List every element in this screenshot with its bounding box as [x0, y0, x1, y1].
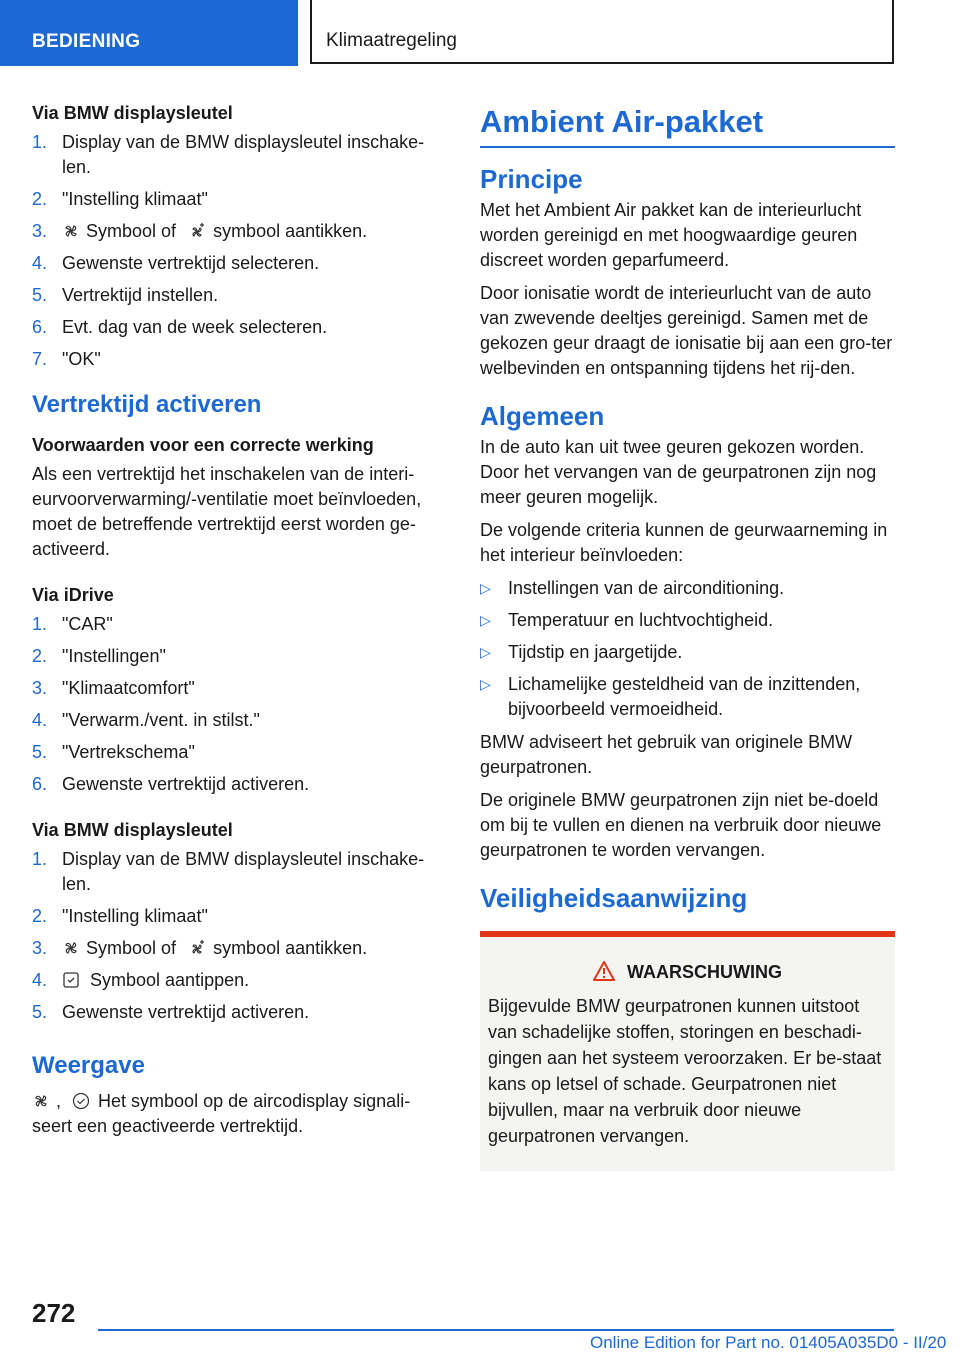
paragraph-principle-2: Door ionisatie wordt de interieurlucht van de auto van zwevende deeltjes gereinigd. Samen met de gekozen geur draagt de ionisatie bij aan een gro-ter welbevinden en ontspanning tijdens het rij-den.: [480, 283, 893, 378]
step-text: Gewenste vertrektijd selecteren.: [62, 253, 320, 273]
criteria-list: [480, 576, 895, 722]
warning-title-text: WAARSCHUWING: [627, 962, 782, 982]
steps-displaykey-set: [32, 130, 446, 372]
edition-text: Online Edition for Part no. 01405A035D0 - II/20: [590, 1333, 947, 1352]
step-text: "OK": [62, 349, 101, 369]
subheading-displaykey-2: Via BMW displaysleutel: [32, 820, 233, 840]
step-number: 3.: [32, 221, 48, 241]
step-number: 1.: [32, 614, 48, 634]
step-text: Vertrektijd instellen.: [62, 285, 219, 305]
page-number: 272: [32, 1298, 76, 1328]
step-number: 4.: [32, 253, 48, 273]
step-number: 4.: [32, 970, 48, 990]
fan-icon: [32, 1092, 50, 1110]
footer-divider: [98, 1329, 894, 1331]
step-number: 7.: [32, 349, 48, 369]
tablet-icon: [62, 971, 80, 989]
step-number: 4.: [32, 710, 48, 730]
list-item: [32, 936, 446, 961]
step-text: Gewenste vertrektijd activeren.: [62, 1002, 310, 1022]
list-item: [32, 740, 446, 765]
list-item: [480, 640, 895, 665]
list-item: [32, 772, 446, 797]
list-item: [480, 672, 895, 722]
list-item: [32, 708, 446, 733]
bullet-text: Tijdstip en jaargetijde.: [508, 642, 683, 662]
step-number: 3.: [32, 678, 48, 698]
separator-text: ,: [56, 1091, 62, 1111]
bullet-text: Instellingen van de airconditioning.: [508, 578, 785, 598]
subheading-displaykey-1: Via BMW displaysleutel: [32, 103, 233, 123]
step-number: 1.: [32, 132, 48, 152]
heading-safety: Veiligheidsaanwijzing: [480, 883, 748, 913]
list-item: [32, 968, 446, 993]
steps-idrive: [32, 612, 446, 797]
bullet-triangle-icon: ▷: [480, 644, 491, 660]
page-header: [0, 0, 960, 66]
step-text: "Instellingen": [62, 646, 166, 666]
paragraph-advice: BMW adviseert het gebruik van originele BMW geurpatronen.: [480, 732, 853, 777]
step-number: 5.: [32, 742, 48, 762]
list-item: [32, 130, 446, 180]
bullet-triangle-icon: ▷: [480, 612, 491, 628]
bullet-triangle-icon: ▷: [480, 580, 491, 596]
step-number: 5.: [32, 285, 48, 305]
fan-icon: [62, 939, 80, 957]
list-item: [32, 612, 446, 637]
bullet-triangle-icon: ▷: [480, 676, 491, 692]
step-text: Symbool aantippen.: [90, 970, 250, 990]
paragraph-conditions: Als een vertrektijd het inschakelen van de interi-eurvoorverwarming/-ventilatie moet beïnvloeden, moet de betreffende vertrektijd eerst worden ge-activeerd.: [32, 464, 422, 559]
warning-text: Bijgevulde BMW geurpatronen kunnen uitstoot van schadelijke stoffen, storingen en beschadi-gingen aan het systeem veroorzaken. Er be-staat kans op letsel of schade. Geurpatronen niet bijvullen, maar na verbruik door nieuwe geurpatronen vervangen.: [488, 996, 882, 1146]
step-number: 5.: [32, 1002, 48, 1022]
step-text: "Vertrekschema": [62, 742, 195, 762]
steps-displaykey-activate: [32, 847, 446, 1025]
step-text: Symbool of: [86, 221, 177, 241]
list-item: [32, 904, 446, 929]
step-text: "Verwarm./vent. in stilst.": [62, 710, 260, 730]
step-text: Evt. dag van de week selecteren.: [62, 317, 328, 337]
left-column: [32, 100, 446, 1147]
fan-plus-icon: [189, 939, 207, 957]
list-item: [480, 608, 895, 633]
step-text: Symbool of: [86, 938, 177, 958]
bullet-text: Lichamelijke gesteldheid van de inzittenden, bijvoorbeeld vermoeidheid.: [508, 674, 861, 719]
section-tab: BEDIENING: [0, 0, 298, 66]
list-item: [32, 219, 446, 244]
heading-general: Algemeen: [480, 401, 605, 431]
subheading-conditions: Voorwaarden voor een correcte werking: [32, 435, 374, 455]
warning-title: [488, 959, 887, 985]
paragraph-display: [32, 1089, 446, 1139]
step-number: 2.: [32, 189, 48, 209]
subheading-idrive: Via iDrive: [32, 585, 114, 605]
heading-principle: Principe: [480, 164, 583, 194]
paragraph-general-2: De volgende criteria kunnen de geurwaarneming in het interieur beïnvloeden:: [480, 520, 888, 565]
list-item: [32, 1000, 446, 1025]
paragraph-principle-1: Met het Ambient Air pakket kan de interieurlucht worden gereinigd en met hoogwaardige geuren discreet worden geparfumeerd.: [480, 200, 862, 270]
step-number: 1.: [32, 849, 48, 869]
clock-check-icon: [72, 1092, 90, 1110]
list-item: [480, 576, 895, 601]
bullet-text: Temperatuur en luchtvochtigheid.: [508, 610, 774, 630]
warning-box: [480, 931, 895, 1171]
list-item: [32, 283, 446, 308]
list-item: [32, 251, 446, 276]
right-column: [480, 100, 895, 1171]
step-text: "Klimaatcomfort": [62, 678, 195, 698]
list-item: [32, 347, 446, 372]
list-item: [32, 847, 446, 897]
list-item: [32, 187, 446, 212]
step-number: 2.: [32, 646, 48, 666]
fan-icon: [62, 222, 80, 240]
step-text: "CAR": [62, 614, 113, 634]
warning-triangle-icon: [593, 961, 615, 981]
step-text: "Instelling klimaat": [62, 906, 208, 926]
list-item: [32, 644, 446, 669]
step-number: 2.: [32, 906, 48, 926]
heading-display: Weergave: [32, 1052, 145, 1079]
step-text: Display van de BMW displaysleutel inschake-len.: [62, 849, 425, 894]
chapter-title: Klimaatregeling: [310, 0, 894, 64]
step-text: Display van de BMW displaysleutel inschake-len.: [62, 132, 425, 177]
paragraph-general-1: In de auto kan uit twee geuren gekozen worden. Door het vervangen van de geurpatronen zijn nog meer geuren mogelijk.: [480, 437, 877, 507]
heading-activate: Vertrektijd activeren: [32, 391, 262, 418]
paragraph-refill: De originele BMW geurpatronen zijn niet be-doeld om bij te vullen en dienen na verbruik door nieuwe geurpatronen te worden vervangen.: [480, 790, 882, 860]
step-text: symbool aantikken.: [213, 938, 368, 958]
fan-plus-icon: [189, 222, 207, 240]
step-text: "Instelling klimaat": [62, 189, 208, 209]
display-text: Het symbool op de aircodisplay signali-seert een geactiveerde vertrektijd.: [32, 1091, 411, 1136]
step-number: 3.: [32, 938, 48, 958]
heading-ambient-air: Ambient Air-pakket: [480, 100, 895, 148]
step-number: 6.: [32, 774, 48, 794]
step-text: Gewenste vertrektijd activeren.: [62, 774, 310, 794]
step-number: 6.: [32, 317, 48, 337]
step-text: symbool aantikken.: [213, 221, 368, 241]
list-item: [32, 315, 446, 340]
list-item: [32, 676, 446, 701]
